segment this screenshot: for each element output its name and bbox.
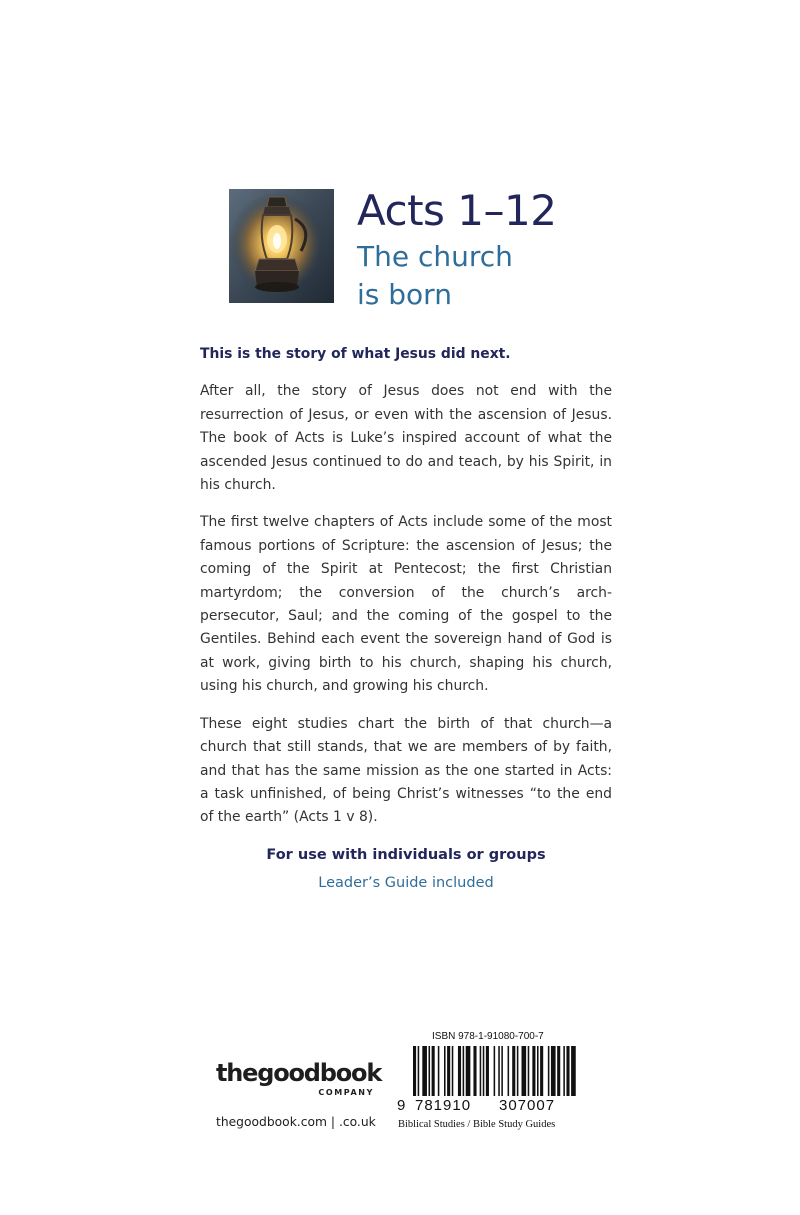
book-title: Acts 1–12 [357,186,557,235]
category-label: Biblical Studies / Bible Study Guides [398,1119,556,1130]
lead-sentence: This is the story of what Jesus did next. [200,346,511,362]
blurb-paragraph: After all, the story of Jesus does not end with the resurrection of Jesus, or even with the ascension of Jesus. The book of Acts is Luke’s inspired account of what the ascended Jesus continued to do and teach, by his Spirit, in his church. [200,383,612,494]
blurb [200,343,612,844]
leader-guide-line: Leader’s Guide included [318,875,494,891]
isbn-text: ISBN 978-1-91080-700-7 [432,1031,544,1042]
publisher-logo [216,1058,386,1106]
lantern-image [229,189,334,303]
barcode-digits [397,1097,580,1114]
blurb-paragraph: The first twelve chapters of Acts include some of the most famous portions of Scripture: the ascension of Jesus; the coming of the Spirit at Pentecost; the first Christian martyrdom; the conversion of the church’s arch-persecutor, Saul; and the coming of the gospel to the Gentiles. Behind each event the sovereign hand of God is at work, giving birth to his church, shaping his church, using his church, and growing his church. [200,514,612,695]
blurb-paragraph: These eight studies chart the birth of that church—a church that still stands, that we are members of by faith, and that has the same mission as the one started in Acts: a task unfinished, of being Christ’s witnesses “to the end of the earth” (Acts 1 v 8). [200,715,612,826]
book-subtitle [357,238,513,314]
logo-subtitle: COMPANY [318,1088,374,1097]
subtitle-line: is born [357,278,452,311]
subtitle-line: The church [357,240,513,273]
publisher-website: thegoodbook.com | .co.uk [216,1115,376,1129]
barcode-digits-right: 307007 [499,1097,556,1114]
usage-line: For use with individuals or groups [266,847,546,863]
barcode-digit-first: 9 [397,1097,407,1114]
barcode-block [397,1031,580,1121]
logo-wordmark: thegoodbook [216,1059,382,1087]
barcode-digits-left: 781910 [415,1097,472,1114]
barcode-bars [397,1046,580,1098]
